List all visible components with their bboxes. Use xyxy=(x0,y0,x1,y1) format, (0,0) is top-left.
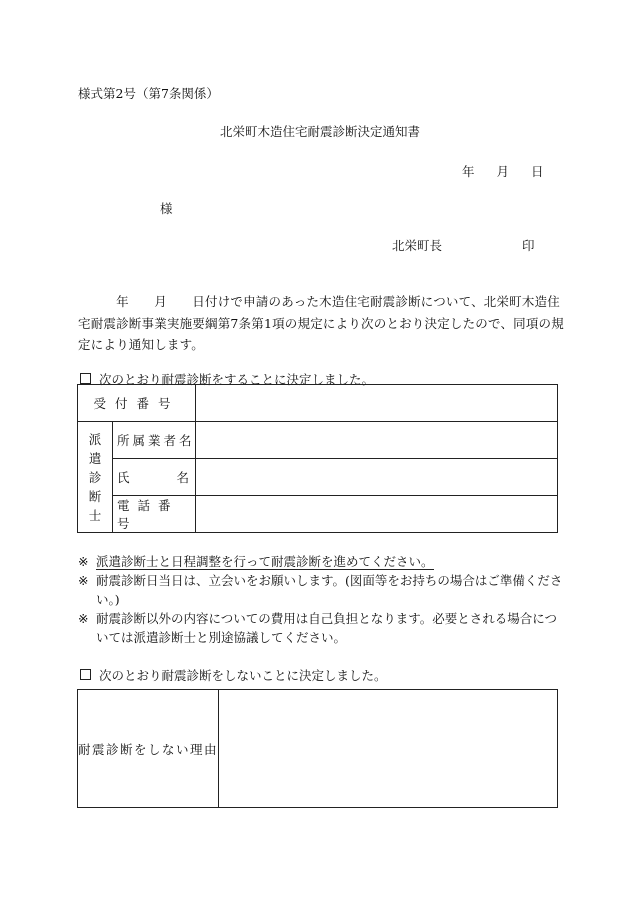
note-text: 耐震診断以外の内容についての費用は自己負担となります。必要とされる場合については派遣診断士と別途協議してください。 xyxy=(96,611,558,645)
deny-checkbox[interactable] xyxy=(80,669,91,680)
notes-list xyxy=(78,552,568,647)
issuer-name: 北栄町長 xyxy=(392,238,443,253)
vertical-char: 士 xyxy=(88,507,102,523)
date-day-label: 日 xyxy=(531,164,544,179)
note-mark: ※ xyxy=(78,573,89,588)
diagnosis-table xyxy=(77,384,558,533)
phone-label-cell xyxy=(113,496,196,533)
deny-reason-label-cell xyxy=(78,690,219,808)
note-mark: ※ xyxy=(78,554,89,569)
form-number: 様式第2号（第7条関係） xyxy=(78,86,219,101)
vertical-char: 診 xyxy=(88,469,102,485)
dispatched-inspector-group-label xyxy=(78,422,113,533)
note-mark: ※ xyxy=(78,611,89,626)
note-item xyxy=(78,552,568,571)
date-month-label: 月 xyxy=(496,164,510,179)
receipt-number-label: 受付番号 xyxy=(93,396,180,411)
receipt-number-label-cell xyxy=(78,385,196,422)
deny-reason-label: 耐震診断をしない理由 xyxy=(78,741,219,757)
seal-mark: 印 xyxy=(522,238,535,253)
date-year-label: 年 xyxy=(462,164,475,179)
name-field[interactable] xyxy=(196,459,558,496)
phone-label: 電話番号 xyxy=(117,498,179,531)
date-line xyxy=(462,162,544,180)
phone-field[interactable] xyxy=(196,496,558,533)
document-title: 北栄町木造住宅耐震診断決定通知書 xyxy=(220,124,421,139)
affiliation-label-cell xyxy=(113,422,196,459)
recipient-suffix: 様 xyxy=(160,201,173,216)
affiliation-field[interactable] xyxy=(196,422,558,459)
name-label-first: 氏 xyxy=(117,470,130,485)
note-text: 派遣診断士と日程調整を行って耐震診断を進めてください。 xyxy=(96,554,434,569)
deny-reason-table xyxy=(77,689,558,808)
vertical-char: 断 xyxy=(88,488,102,504)
name-label-cell xyxy=(113,459,196,496)
vertical-char: 遣 xyxy=(88,450,102,466)
vertical-char: 派 xyxy=(88,431,102,447)
body-text: 年 月 日付けで申請のあった木造住宅耐震診断について、北栄町木造住宅耐震診断事業実施要綱第7条第1項の規定により次のとおり決定したので、同項の規定により通知します。 xyxy=(78,294,564,352)
approve-checkbox[interactable] xyxy=(80,373,91,384)
approve-option-label: 次のとおり耐震診断をすることに決定しました。 xyxy=(99,372,375,387)
note-item xyxy=(78,609,568,647)
deny-option-label: 次のとおり耐震診断をしないことに決定しました。 xyxy=(99,668,387,683)
deny-reason-field[interactable] xyxy=(219,690,558,808)
note-text: 耐震診断日当日は、立会いをお願いします。(図面等をお持ちの場合はご準備ください。) xyxy=(96,573,563,607)
deny-option[interactable] xyxy=(80,666,387,684)
affiliation-label: 所属業者名 xyxy=(117,433,195,448)
receipt-number-field[interactable] xyxy=(196,385,558,422)
name-label-second: 名 xyxy=(176,470,189,485)
note-item xyxy=(78,571,568,609)
